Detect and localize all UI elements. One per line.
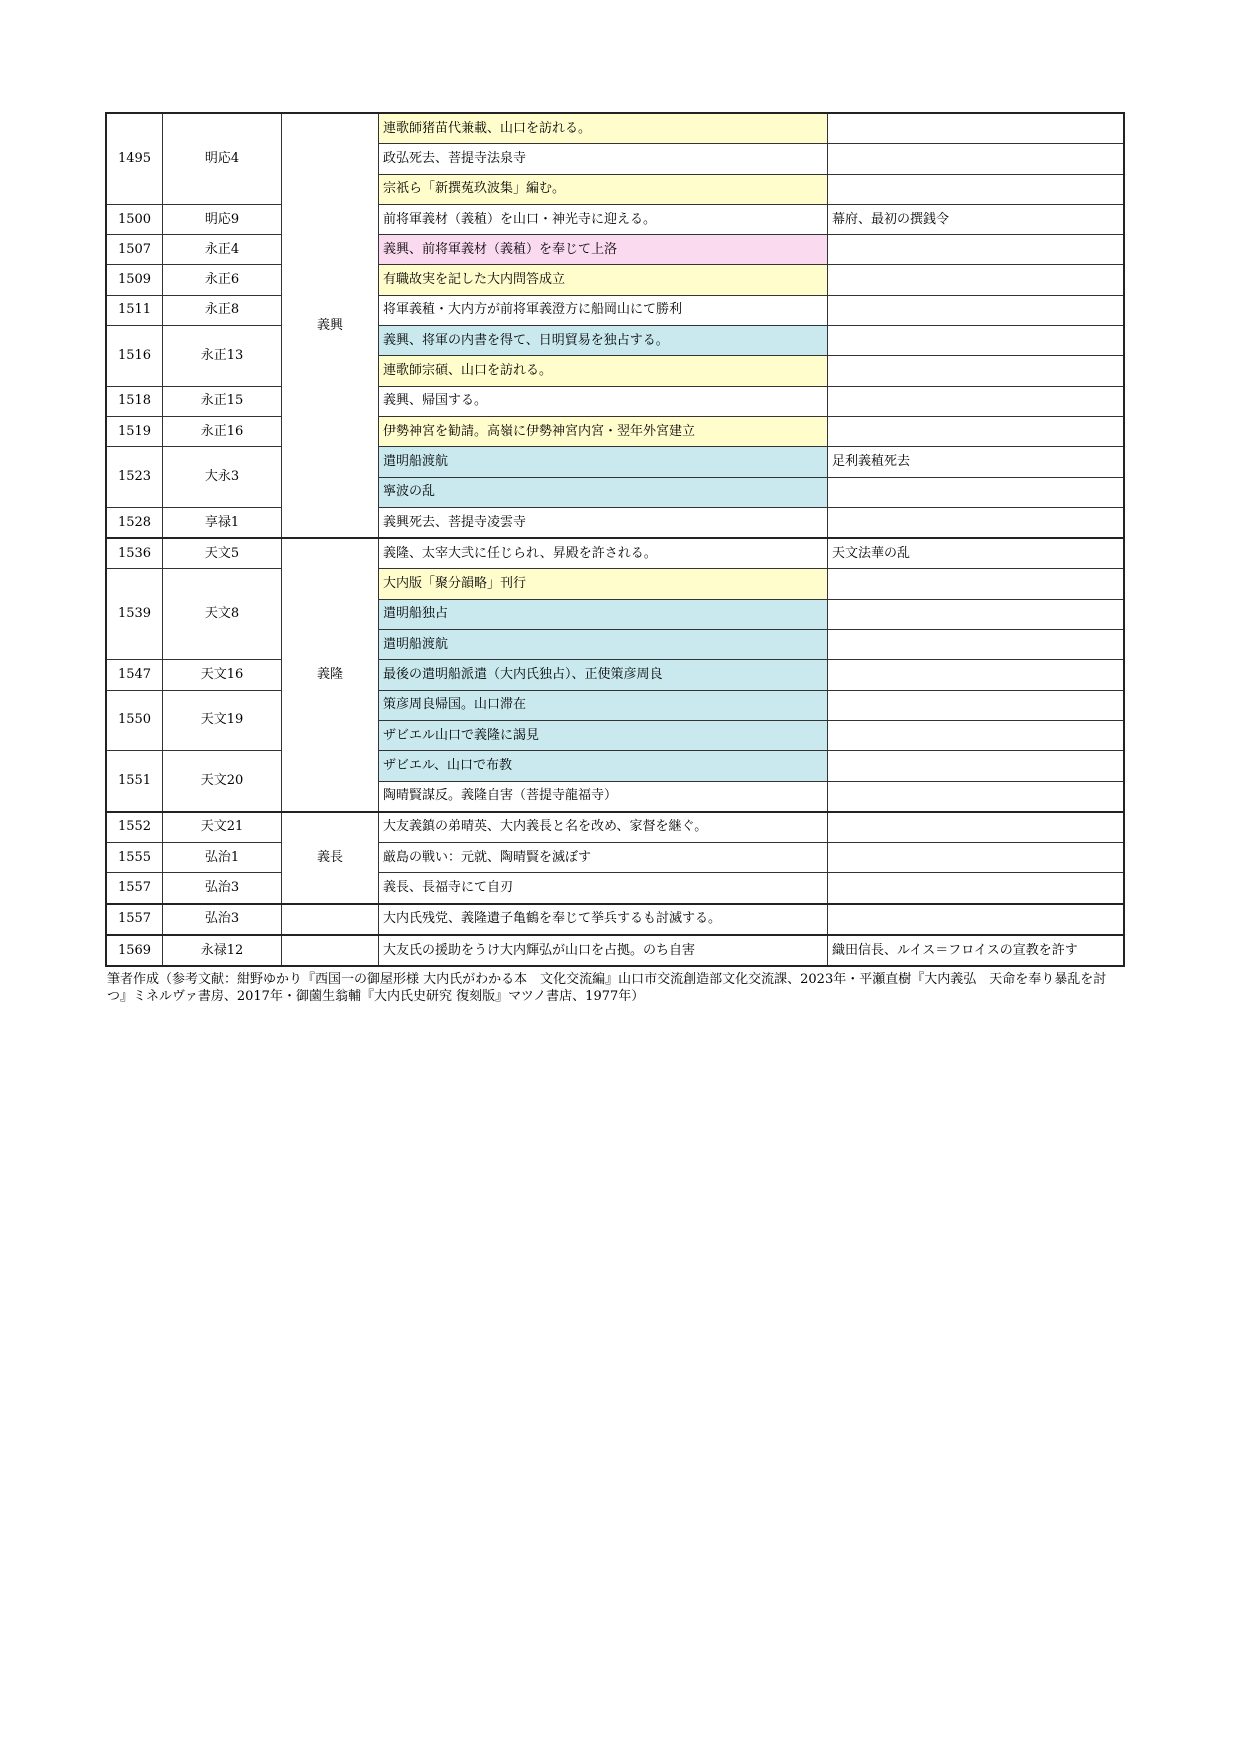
event-cell: 義長、長福寺にて自刃: [379, 873, 828, 904]
event-cell: 伊勢神宮を勧請。高嶺に伊勢神宮内宮・翌年外宮建立: [379, 416, 828, 446]
lord-cell: [282, 904, 379, 935]
era-cell: 永正6: [163, 265, 282, 295]
era-cell: 永正15: [163, 386, 282, 416]
year-cell: 1569: [106, 935, 163, 966]
world-event-cell: [828, 144, 1125, 174]
year-cell: 1507: [106, 235, 163, 265]
event-cell: 義興死去、菩提寺凌雲寺: [379, 507, 828, 538]
event-cell: 遣明船渡航: [379, 447, 828, 477]
table-row: [106, 295, 1124, 325]
event-cell: 有職故実を記した大内問答成立: [379, 265, 828, 295]
world-event-cell: [828, 326, 1125, 356]
year-cell: 1516: [106, 326, 163, 387]
world-event-cell: [828, 386, 1125, 416]
event-cell: 寧波の乱: [379, 477, 828, 507]
event-cell: ザビエル、山口で布教: [379, 751, 828, 781]
event-cell: 遣明船渡航: [379, 630, 828, 660]
era-cell: 明応9: [163, 204, 282, 234]
world-event-cell: 足利義稙死去: [828, 447, 1125, 477]
event-cell: 遣明船独占: [379, 599, 828, 629]
year-cell: 1557: [106, 904, 163, 935]
year-cell: 1552: [106, 812, 163, 843]
event-cell: 陶晴賢謀反。義隆自害（菩提寺龍福寺）: [379, 781, 828, 812]
world-event-cell: [828, 295, 1125, 325]
table-row: [106, 507, 1124, 538]
event-cell: 連歌師宗碩、山口を訪れる。: [379, 356, 828, 386]
year-cell: 1547: [106, 660, 163, 690]
event-cell: 最後の遣明船派遣（大内氏独占）、正使策彦周良: [379, 660, 828, 690]
table-row: [106, 538, 1124, 569]
era-cell: 天文5: [163, 538, 282, 569]
table-row: [106, 326, 1124, 356]
era-cell: 天文20: [163, 751, 282, 812]
table-row: [106, 935, 1124, 966]
world-event-cell: [828, 660, 1125, 690]
world-event-cell: [828, 174, 1125, 204]
lord-cell: 義隆: [282, 538, 379, 812]
year-cell: 1519: [106, 416, 163, 446]
world-event-cell: [828, 599, 1125, 629]
world-event-cell: [828, 235, 1125, 265]
era-cell: 明応4: [163, 113, 282, 204]
era-cell: 大永3: [163, 447, 282, 508]
world-event-cell: 織田信長、ルイス＝フロイスの宣教を許す: [828, 935, 1125, 966]
world-event-cell: [828, 416, 1125, 446]
year-cell: 1555: [106, 843, 163, 873]
table-row: [106, 416, 1124, 446]
table-row: [106, 690, 1124, 720]
world-event-cell: [828, 356, 1125, 386]
era-cell: 永正16: [163, 416, 282, 446]
year-cell: 1550: [106, 690, 163, 751]
era-cell: 永正13: [163, 326, 282, 387]
table-row: [106, 751, 1124, 781]
table-row: [106, 569, 1124, 599]
era-cell: 弘治1: [163, 843, 282, 873]
world-event-cell: 天文法華の乱: [828, 538, 1125, 569]
year-cell: 1551: [106, 751, 163, 812]
event-cell: ザビエル山口で義隆に謁見: [379, 720, 828, 750]
year-cell: 1557: [106, 873, 163, 904]
table-row: [106, 873, 1124, 904]
year-cell: 1528: [106, 507, 163, 538]
lord-cell: [282, 935, 379, 966]
world-event-cell: [828, 720, 1125, 750]
world-event-cell: [828, 812, 1125, 843]
year-cell: 1500: [106, 204, 163, 234]
event-cell: 義隆、太宰大弐に任じられ、昇殿を許される。: [379, 538, 828, 569]
timeline-table-container: [105, 112, 1125, 967]
event-cell: 連歌師猪苗代兼載、山口を訪れる。: [379, 113, 828, 144]
world-event-cell: 幕府、最初の撰銭令: [828, 204, 1125, 234]
era-cell: 天文19: [163, 690, 282, 751]
table-row: [106, 447, 1124, 477]
year-cell: 1511: [106, 295, 163, 325]
era-cell: 弘治3: [163, 904, 282, 935]
table-row: [106, 843, 1124, 873]
era-cell: 弘治3: [163, 873, 282, 904]
world-event-cell: [828, 751, 1125, 781]
event-cell: 厳島の戦い：元就、陶晴賢を滅ぼす: [379, 843, 828, 873]
era-cell: 永正8: [163, 295, 282, 325]
year-cell: 1495: [106, 113, 163, 204]
event-cell: 策彦周良帰国。山口滞在: [379, 690, 828, 720]
year-cell: 1523: [106, 447, 163, 508]
world-event-cell: [828, 781, 1125, 812]
table-row: [106, 812, 1124, 843]
era-cell: 永正4: [163, 235, 282, 265]
world-event-cell: [828, 569, 1125, 599]
world-event-cell: [828, 873, 1125, 904]
event-cell: 大友義鎮の弟晴英、大内義長と名を改め、家督を継ぐ。: [379, 812, 828, 843]
event-cell: 将軍義稙・大内方が前将軍義澄方に船岡山にて勝利: [379, 295, 828, 325]
timeline-table: [105, 112, 1125, 967]
era-cell: 天文21: [163, 812, 282, 843]
world-event-cell: [828, 690, 1125, 720]
era-cell: 天文16: [163, 660, 282, 690]
year-cell: 1509: [106, 265, 163, 295]
world-event-cell: [828, 630, 1125, 660]
event-cell: 大内氏残党、義隆遺子亀鶴を奉じて挙兵するも討滅する。: [379, 904, 828, 935]
table-row: [106, 265, 1124, 295]
event-cell: 義興、将軍の内書を得て、日明貿易を独占する。: [379, 326, 828, 356]
table-row: [106, 660, 1124, 690]
world-event-cell: [828, 507, 1125, 538]
event-cell: 政弘死去、菩提寺法泉寺: [379, 144, 828, 174]
era-cell: 天文8: [163, 569, 282, 660]
event-cell: 義興、前将軍義材（義稙）を奉じて上洛: [379, 235, 828, 265]
event-cell: 宗祇ら「新撰菟玖波集」編む。: [379, 174, 828, 204]
event-cell: 前将軍義材（義稙）を山口・神光寺に迎える。: [379, 204, 828, 234]
lord-cell: 義興: [282, 113, 379, 538]
source-note: 筆者作成（参考文献：紺野ゆかり『西国一の御屋形様 大内氏がわかる本 文化交流編』山口市交流創造部文化交流課、2023年・平瀬直樹『大内義弘 天命を奉り暴乱を討つ』ミネルヴァ書房、2017年・御薗生翁輔『大内氏史研究 復刻版』マツノ書店、1977年）: [107, 972, 1107, 1004]
year-cell: 1518: [106, 386, 163, 416]
year-cell: 1536: [106, 538, 163, 569]
table-row: [106, 904, 1124, 935]
table-row: [106, 235, 1124, 265]
event-cell: 大内版「聚分韻略」刊行: [379, 569, 828, 599]
era-cell: 永禄12: [163, 935, 282, 966]
era-cell: 享禄1: [163, 507, 282, 538]
lord-cell: 義長: [282, 812, 379, 904]
world-event-cell: [828, 904, 1125, 935]
world-event-cell: [828, 477, 1125, 507]
event-cell: 義興、帰国する。: [379, 386, 828, 416]
world-event-cell: [828, 113, 1125, 144]
table-row: [106, 113, 1124, 144]
year-cell: 1539: [106, 569, 163, 660]
table-row: [106, 386, 1124, 416]
world-event-cell: [828, 265, 1125, 295]
event-cell: 大友氏の援助をうけ大内輝弘が山口を占拠。のち自害: [379, 935, 828, 966]
table-row: [106, 204, 1124, 234]
world-event-cell: [828, 843, 1125, 873]
